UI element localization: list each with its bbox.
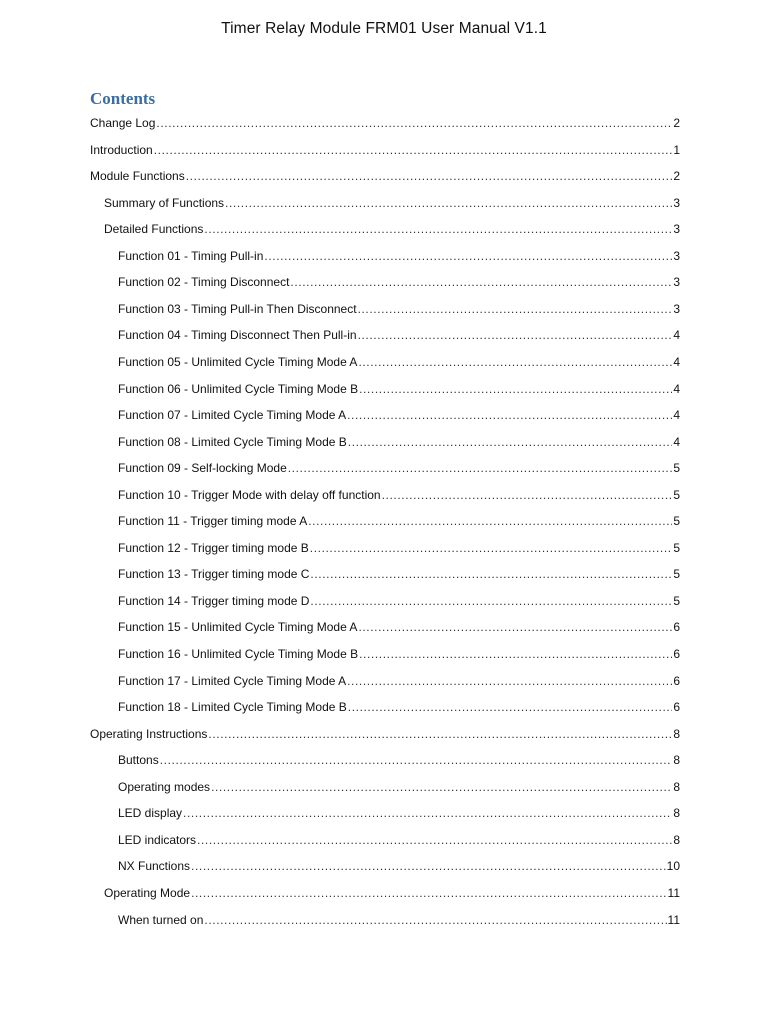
- toc-entry-title: Function 07 - Limited Cycle Timing Mode A: [118, 408, 347, 423]
- toc-entry-title: When turned on: [118, 912, 204, 927]
- toc-entry[interactable]: [118, 830, 680, 850]
- toc-dot-leader: [191, 883, 666, 903]
- toc-page-number: 5: [673, 540, 680, 555]
- toc-dot-leader: [154, 140, 673, 160]
- toc-entry-title: LED indicators: [118, 832, 197, 847]
- contents-heading: Contents: [90, 89, 156, 108]
- toc-entry[interactable]: [118, 325, 680, 345]
- toc-dot-leader: [382, 485, 673, 505]
- toc-entry[interactable]: [118, 803, 680, 823]
- toc-dot-leader: [191, 856, 666, 876]
- toc-entry-title: Function 09 - Self-locking Mode: [118, 461, 287, 476]
- toc-entry-title: Function 15 - Unlimited Cycle Timing Mode A: [118, 620, 358, 635]
- toc-page-number: 4: [673, 328, 680, 343]
- toc-dot-leader: [183, 803, 672, 823]
- toc-page-number: 2: [673, 169, 680, 184]
- toc-page-number: 11: [667, 885, 680, 900]
- toc-entry-title: NX Functions: [118, 859, 191, 874]
- toc-entry[interactable]: [118, 458, 680, 478]
- toc-entry-title: Function 12 - Trigger timing mode B: [118, 540, 309, 555]
- toc-dot-leader: [348, 697, 673, 717]
- toc-entry-title: Function 17 - Limited Cycle Timing Mode A: [118, 673, 347, 688]
- toc-dot-leader: [288, 458, 673, 478]
- toc-entry[interactable]: [118, 564, 680, 584]
- toc-entry[interactable]: [118, 750, 680, 770]
- toc-entry[interactable]: [104, 193, 680, 213]
- toc-entry-title: Introduction: [90, 142, 153, 157]
- toc-dot-leader: [358, 325, 673, 345]
- toc-entry-title: Function 18 - Limited Cycle Timing Mode B: [118, 700, 347, 715]
- toc-dot-leader: [310, 538, 673, 558]
- toc-page-number: 5: [673, 567, 680, 582]
- toc-page-number: 3: [673, 248, 680, 263]
- toc-entry[interactable]: [90, 724, 680, 744]
- toc-dot-leader: [204, 910, 666, 930]
- toc-dot-leader: [290, 272, 672, 292]
- toc-entry-title: Buttons: [118, 753, 159, 768]
- toc-page-number: 6: [673, 647, 680, 661]
- toc-entry-title: Function 02 - Timing Disconnect: [118, 275, 290, 290]
- toc-entry[interactable]: [118, 272, 680, 292]
- toc-page-number: 4: [673, 381, 680, 396]
- toc-entry-title: Operating Mode: [104, 885, 191, 900]
- toc-page-number: 3: [673, 222, 680, 237]
- toc-entry-title: Change Log: [90, 116, 156, 130]
- toc-entry[interactable]: [118, 246, 680, 266]
- toc-page-number: 6: [673, 700, 680, 715]
- toc-page-number: 11: [667, 912, 680, 927]
- toc-entry-title: Function 01 - Timing Pull-in: [118, 248, 264, 263]
- toc-entry-title: LED display: [118, 806, 183, 821]
- toc-page-number: 8: [673, 832, 680, 847]
- toc-dot-leader: [358, 299, 673, 319]
- toc-entry[interactable]: [118, 511, 680, 531]
- toc-entry-title: Module Functions: [90, 169, 185, 184]
- toc-entry[interactable]: [90, 140, 680, 160]
- toc-dot-leader: [208, 724, 672, 744]
- toc-page-number: 8: [673, 753, 680, 768]
- toc-entry-title: Function 11 - Trigger timing mode A: [118, 514, 308, 529]
- toc-entry[interactable]: [118, 432, 680, 452]
- toc-dot-leader: [359, 379, 672, 399]
- toc-entry-title: Function 13 - Trigger timing mode C: [118, 567, 310, 582]
- toc-page-number: 10: [666, 859, 680, 874]
- toc-page-number: 6: [673, 620, 680, 635]
- document-title: Timer Relay Module FRM01 User Manual V1.1: [221, 20, 547, 37]
- toc-entry-title: Function 10 - Trigger Mode with delay off function: [118, 487, 381, 502]
- toc-page-number: 2: [673, 116, 680, 130]
- toc-entry[interactable]: [118, 485, 680, 505]
- toc-entry-title: Function 08 - Limited Cycle Timing Mode B: [118, 434, 347, 449]
- toc-entry-title: Function 03 - Timing Pull-in Then Disconnect: [118, 301, 357, 316]
- toc-entry-title: Function 04 - Timing Disconnect Then Pull-in: [118, 328, 357, 343]
- toc-entry[interactable]: [118, 910, 680, 930]
- toc-entry-title: Summary of Functions: [104, 195, 225, 210]
- toc-dot-leader: [310, 591, 672, 611]
- toc-entry[interactable]: [118, 538, 680, 558]
- toc-entry[interactable]: [118, 644, 680, 664]
- toc-dot-leader: [197, 830, 672, 850]
- toc-entry[interactable]: [104, 219, 680, 239]
- toc-page-number: 3: [673, 275, 680, 290]
- toc-dot-leader: [308, 511, 672, 531]
- toc-entry[interactable]: [118, 777, 680, 797]
- toc-dot-leader: [358, 617, 672, 637]
- toc-entry[interactable]: [118, 671, 680, 691]
- toc-dot-leader: [211, 777, 672, 797]
- toc-dot-leader: [347, 405, 672, 425]
- toc-dot-leader: [310, 564, 672, 584]
- toc-page-number: 8: [673, 779, 680, 794]
- toc-page-number: 5: [673, 487, 680, 502]
- toc-entry-title: Detailed Functions: [104, 222, 204, 237]
- toc-entry[interactable]: [118, 617, 680, 637]
- toc-page-number: 4: [673, 354, 680, 369]
- toc-dot-leader: [156, 113, 672, 133]
- toc-entry[interactable]: [118, 352, 680, 372]
- toc-page-number: 3: [673, 301, 680, 316]
- toc-dot-leader: [348, 432, 673, 452]
- toc-page-number: 5: [673, 593, 680, 608]
- toc-entry-title: Function 14 - Trigger timing mode D: [118, 593, 310, 608]
- toc-entry-title: Function 06 - Unlimited Cycle Timing Mode B: [118, 381, 359, 396]
- toc-dot-leader: [359, 644, 672, 664]
- toc-dot-leader: [358, 352, 672, 372]
- toc-page-number: 5: [673, 514, 680, 529]
- toc-page-number: 8: [673, 806, 680, 821]
- toc-page-number: 5: [673, 461, 680, 476]
- toc-dot-leader: [347, 671, 672, 691]
- toc-entry-title: Function 16 - Unlimited Cycle Timing Mode B: [118, 647, 359, 661]
- toc-page-number: 3: [673, 195, 680, 210]
- toc-dot-leader: [264, 246, 672, 266]
- toc-dot-leader: [204, 219, 672, 239]
- toc-page-number: 4: [673, 434, 680, 449]
- toc-entry-title: Operating modes: [118, 779, 211, 794]
- toc-entry-title: Operating Instructions: [90, 726, 208, 741]
- toc-entry[interactable]: [104, 883, 680, 903]
- toc-page-number: 1: [673, 142, 680, 157]
- toc-entry[interactable]: [90, 166, 680, 186]
- toc-entry[interactable]: [118, 697, 680, 717]
- toc-entry[interactable]: [118, 405, 680, 425]
- toc-entry[interactable]: [118, 379, 680, 399]
- toc-page-number: 8: [673, 726, 680, 741]
- toc-entry[interactable]: [90, 113, 680, 133]
- toc-entry[interactable]: [118, 591, 680, 611]
- toc-entry[interactable]: [118, 299, 680, 319]
- toc-dot-leader: [225, 193, 672, 213]
- toc-dot-leader: [186, 166, 673, 186]
- toc-dot-leader: [160, 750, 673, 770]
- toc-page-number: 4: [673, 408, 680, 423]
- toc-page-number: 6: [673, 673, 680, 688]
- toc-entry[interactable]: [118, 856, 680, 876]
- toc-entry-title: Function 05 - Unlimited Cycle Timing Mode A: [118, 354, 358, 369]
